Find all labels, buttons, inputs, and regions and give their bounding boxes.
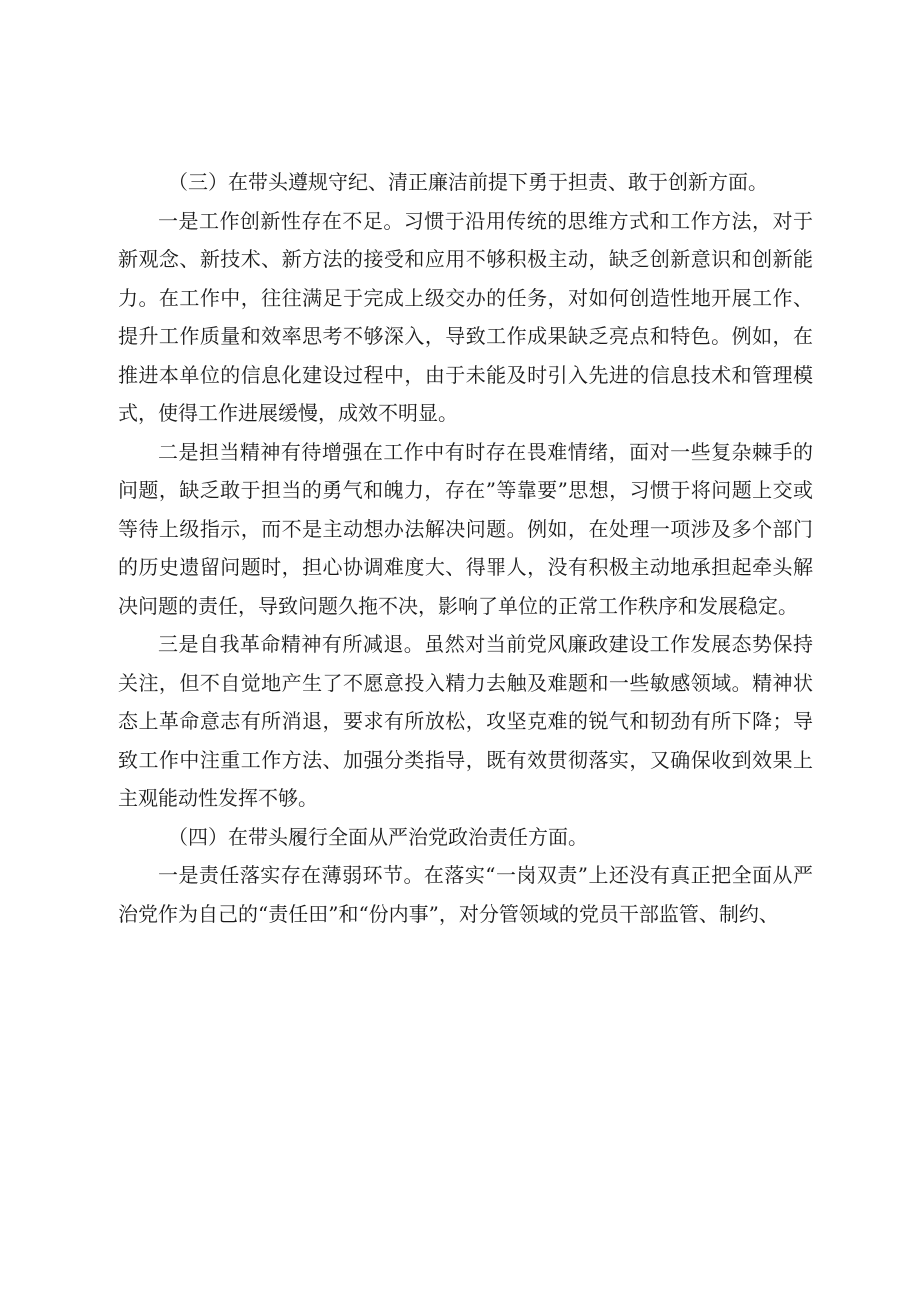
paragraph-accountability: 一是责任落实存在薄弱环节。在落实“一岗双责”上还没有真正把全面从严治党作为自己的“责任田”和“份内事”，对分管领域的党员干部监管、制约、 [118, 863, 813, 926]
document-body [118, 163, 813, 933]
section-heading-3: （三）在带头遵规守纪、清正廉洁前提下勇于担责、敢于创新方面。 [168, 170, 768, 194]
paragraph-responsibility: 二是担当精神有待增强在工作中有时存在畏难情绪，面对一些复杂棘手的问题，缺乏敢于担当的勇气和魄力，存在”等靠要”思想，习惯于将问题上交或等待上级指示，而不是主动想办法解决问题。例如，在处理一项涉及多个部门的历史遗留问题时，担心协调难度大、得罪人，没有积极主动地承担起牵头解决问题的责任，导致问题久拖不决，影响了单位的正常工作秩序和发展稳定。 [118, 439, 813, 618]
paragraph-self-revolution: 三是自我革命精神有所减退。虽然对当前党风廉政建设工作发展态势保持关注，但不自觉地产生了不愿意投入精力去触及难题和一些敏感领域。精神状态上革命意志有所消退，要求有所放松，攻坚克难的锐气和韧劲有所下降；导致工作中注重工作方法、加强分类指导，既有效贯彻落实，又确保收到效果上主观能动性发挥不够。 [118, 632, 813, 810]
section-heading-4: （四）在带头履行全面从严治党政治责任方面。 [168, 824, 588, 849]
paragraph-innovation: 一是工作创新性存在不足。习惯于沿用传统的思维方式和工作方法，对于新观念、新技术、新方法的接受和应用不够积极主动，缺乏创新意识和创新能力。在工作中，往往满足于完成上级交办的任务，对如何创造性地开展工作、提升工作质量和效率思考不够深入，导致工作成果缺乏亮点和特色。例如，在推进本单位的信息化建设过程中，由于未能及时引入先进的信息技术和管理模式，使得工作进展缓慢，成效不明显。 [118, 208, 813, 425]
